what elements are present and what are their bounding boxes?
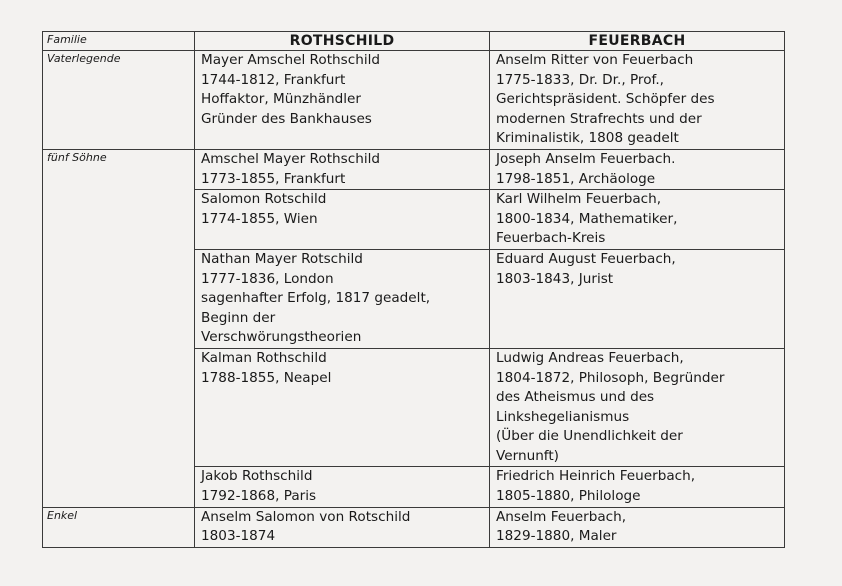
- cell-line: 1803-1843, Jurist: [496, 270, 614, 287]
- cell-line: Eduard August Feuerbach,: [496, 250, 676, 267]
- cell-line: Beginn der: [201, 309, 276, 326]
- cell-line: Nathan Mayer Rotschild: [201, 250, 363, 267]
- table-row: [43, 149, 785, 189]
- cell-line: 1800-1834, Mathematiker,: [496, 210, 678, 227]
- cell-line: Amschel Mayer Rothschild: [201, 150, 381, 167]
- feuerbach-cell: [490, 149, 785, 189]
- cell-line: Feuerbach-Kreis: [496, 230, 606, 247]
- feuerbach-cell: [490, 348, 785, 467]
- section-label-enkel: Enkel: [43, 507, 195, 547]
- rothschild-cell: [195, 249, 490, 348]
- document-page: [42, 31, 784, 548]
- cell-line: 1829-1880, Maler: [496, 528, 617, 545]
- header-row: [43, 32, 785, 51]
- cell-line: Gründer des Bankhauses: [201, 110, 372, 127]
- cell-line: Ludwig Andreas Feuerbach,: [496, 349, 684, 366]
- cell-line: des Atheismus und des: [496, 389, 655, 406]
- cell-line: Anselm Salomon von Rotschild: [201, 508, 411, 525]
- cell-line: 1788-1855, Neapel: [201, 369, 332, 386]
- rothschild-cell: [195, 348, 490, 467]
- cell-line: 1804-1872, Philosoph, Begründer: [496, 369, 725, 386]
- rothschild-cell: [195, 51, 490, 150]
- feuerbach-cell: [490, 467, 785, 507]
- rothschild-cell: [195, 149, 490, 189]
- cell-line: Mayer Amschel Rothschild: [201, 52, 381, 68]
- column-header-feuerbach: FEUERBACH: [490, 32, 785, 51]
- cell-line: Karl Wilhelm Feuerbach,: [496, 191, 662, 208]
- cell-line: Kalman Rothschild: [201, 349, 327, 366]
- cell-line: Joseph Anselm Feuerbach.: [496, 150, 676, 167]
- cell-line: Gerichtspräsident. Schöpfer des: [496, 91, 715, 108]
- cell-line: 1792-1868, Paris: [201, 488, 317, 505]
- cell-line: Hoffaktor, Münzhändler: [201, 91, 361, 108]
- cell-line: Kriminalistik, 1808 geadelt: [496, 130, 679, 147]
- section-label-fuenf-soehne: fünf Söhne: [43, 149, 195, 507]
- rothschild-cell: [195, 467, 490, 507]
- cell-line: 1803-1874: [201, 528, 276, 545]
- cell-line: 1805-1880, Philologe: [496, 488, 641, 505]
- feuerbach-cell: [490, 507, 785, 547]
- table-row: [43, 51, 785, 150]
- cell-line: (Über die Unendlichkeit der: [496, 428, 683, 445]
- cell-line: Vernunft): [496, 447, 559, 464]
- rothschild-cell: [195, 507, 490, 547]
- column-header-familie: Familie: [43, 32, 195, 51]
- cell-line: 1775-1833, Dr. Dr., Prof.,: [496, 71, 664, 88]
- rothschild-cell: [195, 190, 490, 250]
- cell-line: modernen Strafrechts und der: [496, 110, 702, 127]
- cell-line: Verschwörungstheorien: [201, 329, 362, 346]
- feuerbach-cell: [490, 51, 785, 150]
- feuerbach-cell: [490, 249, 785, 348]
- family-comparison-table: [42, 31, 785, 548]
- cell-line: 1798-1851, Archäologe: [496, 170, 656, 187]
- cell-line: Friedrich Heinrich Feuerbach,: [496, 468, 696, 485]
- feuerbach-cell: [490, 190, 785, 250]
- section-label-vaterlegende: Vaterlegende: [43, 51, 195, 150]
- cell-line: 1774-1855, Wien: [201, 210, 318, 227]
- cell-line: Linkshegelianismus: [496, 408, 630, 425]
- cell-line: Jakob Rothschild: [201, 468, 313, 485]
- cell-line: 1744-1812, Frankfurt: [201, 71, 346, 88]
- cell-line: 1777-1836, London: [201, 270, 334, 287]
- cell-line: Anselm Feuerbach,: [496, 508, 627, 525]
- cell-line: sagenhafter Erfolg, 1817 geadelt,: [201, 290, 431, 307]
- cell-line: Anselm Ritter von Feuerbach: [496, 52, 694, 68]
- column-header-rothschild: ROTHSCHILD: [195, 32, 490, 51]
- cell-line: 1773-1855, Frankfurt: [201, 170, 346, 187]
- cell-line: Salomon Rotschild: [201, 191, 327, 208]
- table-row: [43, 507, 785, 547]
